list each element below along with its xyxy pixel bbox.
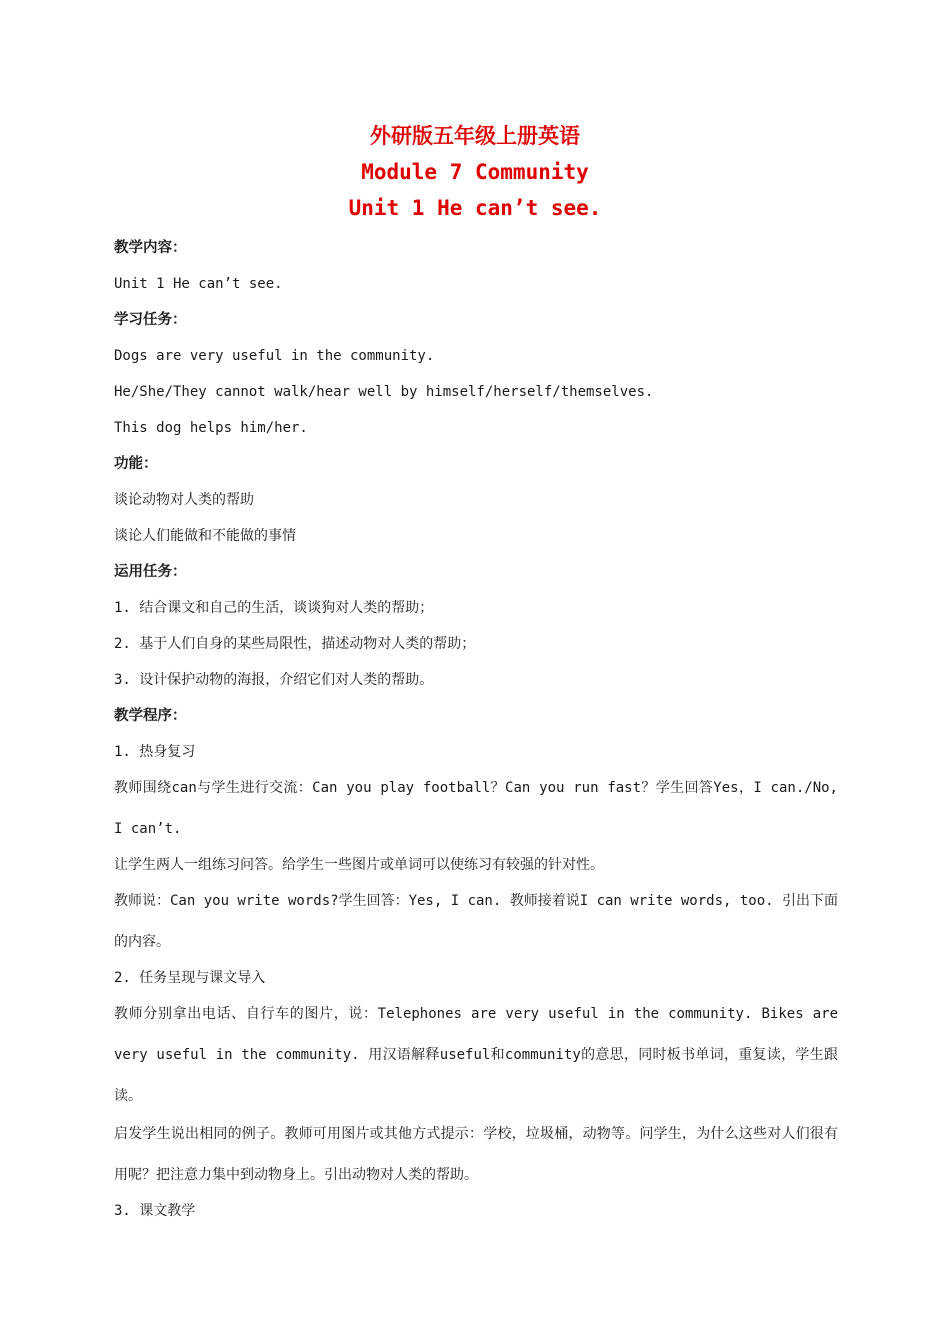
step-title: 3. 课文教学 [114, 1203, 196, 1219]
learning-task-line: This dog helps him/her. [114, 420, 308, 436]
document-body [114, 230, 838, 1229]
application-task-line: 3. 设计保护动物的海报，介绍它们对人类的帮助。 [114, 672, 434, 688]
learning-tasks-heading: 学习任务： [114, 312, 187, 328]
unit-title: Unit 1 He can’t see. [348, 196, 602, 220]
function-heading: 功能： [114, 456, 158, 472]
step-paragraph: 让学生两人一组练习问答。给学生一些图片或单词可以使练习有较强的针对性。 [114, 857, 604, 873]
step-paragraph: 启发学生说出相同的例子。教师可用图片或其他方式提示：学校，垃圾桶，动物等。问学生，为什么这些对人们很有用呢？把注意力集中到动物身上。引出动物对人类的帮助。 [114, 1126, 838, 1183]
document-title: 外研版五年级上册英语 [370, 124, 580, 148]
teaching-content-text: Unit 1 He can’t see. [114, 276, 283, 292]
application-task-line: 2. 基于人们自身的某些局限性，描述动物对人类的帮助； [114, 636, 476, 652]
step-title: 2. 任务呈现与课文导入 [114, 970, 266, 986]
title-block [0, 118, 950, 226]
application-tasks-heading: 运用任务： [114, 564, 187, 580]
function-line: 谈论动物对人类的帮助 [114, 492, 254, 508]
learning-task-line: He/She/They cannot walk/hear well by himself/herself/themselves. [114, 384, 654, 400]
step-paragraph: 教师说：Can you write words?学生回答：Yes, I can. 教师接着说I can write words, too. 引出下面的内容。 [114, 893, 839, 950]
teaching-procedure-heading: 教学程序： [114, 708, 187, 724]
step-paragraph: 教师分别拿出电话、自行车的图片，说：Telephones are very useful in the community. Bikes are very useful in the community. 用汉语解释useful和community的意思，同时板书单词，重复读，学生跟读。 [114, 1006, 838, 1104]
function-line: 谈论人们能做和不能做的事情 [114, 528, 296, 544]
step-title: 1. 热身复习 [114, 744, 196, 760]
step-paragraph: 教师围绕can与学生进行交流：Can you play football？Can you run fast？学生回答Yes，I can./No, I can’t. [114, 780, 838, 837]
application-task-line: 1. 结合课文和自己的生活，谈谈狗对人类的帮助； [114, 600, 434, 616]
learning-task-line: Dogs are very useful in the community. [114, 348, 435, 364]
module-title: Module 7 Community [361, 160, 589, 184]
teaching-content-heading: 教学内容： [114, 240, 187, 256]
